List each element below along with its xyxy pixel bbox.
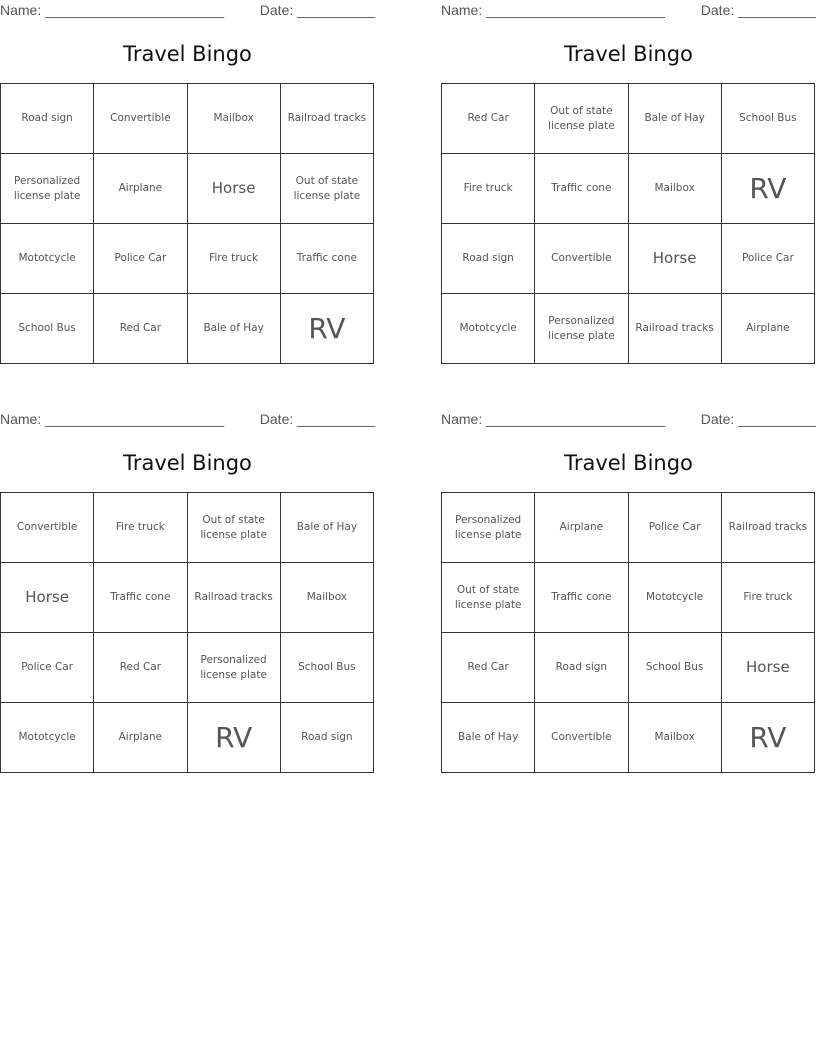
bingo-cell[interactable]: RV bbox=[722, 703, 815, 773]
bingo-cell[interactable]: Convertible bbox=[535, 703, 628, 773]
card-title: Travel Bingo bbox=[123, 451, 252, 475]
bingo-cell[interactable]: Traffic cone bbox=[535, 563, 628, 633]
bingo-cell[interactable]: Airplane bbox=[94, 154, 187, 224]
bingo-cell[interactable]: Personalized license plate bbox=[442, 493, 535, 563]
bingo-cell[interactable]: Road sign bbox=[281, 703, 374, 773]
bingo-cell[interactable]: RV bbox=[281, 294, 374, 364]
name-date-row bbox=[0, 0, 375, 22]
bingo-grid bbox=[441, 83, 815, 364]
bingo-cell[interactable]: Mailbox bbox=[629, 703, 722, 773]
bingo-cell[interactable]: Police Car bbox=[629, 493, 722, 563]
bingo-cell[interactable]: Bale of Hay bbox=[442, 703, 535, 773]
bingo-cell[interactable]: Horse bbox=[722, 633, 815, 703]
date-field[interactable]: Date: __________ bbox=[700, 411, 816, 427]
bingo-cell[interactable]: Bale of Hay bbox=[188, 294, 281, 364]
bingo-cell[interactable]: Bale of Hay bbox=[281, 493, 374, 563]
bingo-cell[interactable]: Railroad tracks bbox=[629, 294, 722, 364]
bingo-cell[interactable]: Mototcycle bbox=[442, 294, 535, 364]
bingo-cell[interactable]: School Bus bbox=[281, 633, 374, 703]
bingo-cell[interactable]: School Bus bbox=[629, 633, 722, 703]
bingo-cell[interactable]: Mailbox bbox=[281, 563, 374, 633]
bingo-cell[interactable]: Traffic cone bbox=[281, 224, 374, 294]
bingo-cell[interactable]: Airplane bbox=[535, 493, 628, 563]
card-title: Travel Bingo bbox=[564, 42, 693, 66]
bingo-cell[interactable]: Red Car bbox=[94, 633, 187, 703]
bingo-card-1 bbox=[0, 0, 375, 364]
bingo-cell[interactable]: Horse bbox=[1, 563, 94, 633]
bingo-cell[interactable]: Police Car bbox=[722, 224, 815, 294]
bingo-card-4 bbox=[441, 409, 816, 773]
bingo-cell[interactable]: Railroad tracks bbox=[281, 84, 374, 154]
bingo-cell[interactable]: Personalized license plate bbox=[535, 294, 628, 364]
bingo-cell[interactable]: Railroad tracks bbox=[188, 563, 281, 633]
bingo-cell[interactable]: Mailbox bbox=[629, 154, 722, 224]
bingo-cell[interactable]: Convertible bbox=[94, 84, 187, 154]
bingo-cell[interactable]: Fire truck bbox=[94, 493, 187, 563]
bingo-cell[interactable]: Personalized license plate bbox=[1, 154, 94, 224]
bingo-cell[interactable]: Convertible bbox=[535, 224, 628, 294]
bingo-cell[interactable]: Out of state license plate bbox=[188, 493, 281, 563]
bingo-cell[interactable]: RV bbox=[722, 154, 815, 224]
bingo-cell[interactable]: Mototcycle bbox=[1, 224, 94, 294]
bingo-card-2 bbox=[441, 0, 816, 364]
date-field[interactable]: Date: __________ bbox=[259, 411, 375, 427]
name-field[interactable]: Name: _______________________ bbox=[0, 411, 225, 427]
bingo-cell[interactable]: Police Car bbox=[94, 224, 187, 294]
bingo-cell[interactable]: Horse bbox=[629, 224, 722, 294]
bingo-cell[interactable]: Out of state license plate bbox=[535, 84, 628, 154]
bingo-cell[interactable]: Red Car bbox=[442, 633, 535, 703]
bingo-cell[interactable]: Airplane bbox=[94, 703, 187, 773]
name-field[interactable]: Name: _______________________ bbox=[0, 2, 225, 18]
bingo-cell[interactable]: Horse bbox=[188, 154, 281, 224]
bingo-cell[interactable]: Mototcycle bbox=[1, 703, 94, 773]
name-date-row bbox=[441, 0, 816, 22]
bingo-grid bbox=[441, 492, 815, 773]
bingo-cell[interactable]: Out of state license plate bbox=[281, 154, 374, 224]
name-field[interactable]: Name: _______________________ bbox=[441, 411, 666, 427]
card-title: Travel Bingo bbox=[564, 451, 693, 475]
bingo-cell[interactable]: Traffic cone bbox=[535, 154, 628, 224]
card-title: Travel Bingo bbox=[123, 42, 252, 66]
bingo-cell[interactable]: Convertible bbox=[1, 493, 94, 563]
bingo-cell[interactable]: Mailbox bbox=[188, 84, 281, 154]
bingo-cell[interactable]: Personalized license plate bbox=[188, 633, 281, 703]
name-field[interactable]: Name: _______________________ bbox=[441, 2, 666, 18]
bingo-cell[interactable]: Out of state license plate bbox=[442, 563, 535, 633]
bingo-cell[interactable]: Fire truck bbox=[442, 154, 535, 224]
bingo-cell[interactable]: Railroad tracks bbox=[722, 493, 815, 563]
bingo-cell[interactable]: Red Car bbox=[94, 294, 187, 364]
bingo-cell[interactable]: Police Car bbox=[1, 633, 94, 703]
bingo-cell[interactable]: Road sign bbox=[442, 224, 535, 294]
bingo-cell[interactable]: Airplane bbox=[722, 294, 815, 364]
bingo-cell[interactable]: Traffic cone bbox=[94, 563, 187, 633]
bingo-cell[interactable]: Red Car bbox=[442, 84, 535, 154]
bingo-cell[interactable]: Road sign bbox=[1, 84, 94, 154]
bingo-cell[interactable]: Road sign bbox=[535, 633, 628, 703]
bingo-cell[interactable]: Fire truck bbox=[188, 224, 281, 294]
bingo-grid bbox=[0, 83, 374, 364]
bingo-grid bbox=[0, 492, 374, 773]
bingo-cell[interactable]: RV bbox=[188, 703, 281, 773]
name-date-row bbox=[441, 409, 816, 431]
date-field[interactable]: Date: __________ bbox=[700, 2, 816, 18]
bingo-cell[interactable]: Mototcycle bbox=[629, 563, 722, 633]
name-date-row bbox=[0, 409, 375, 431]
bingo-card-3 bbox=[0, 409, 375, 773]
bingo-cell[interactable]: School Bus bbox=[722, 84, 815, 154]
bingo-cell[interactable]: Bale of Hay bbox=[629, 84, 722, 154]
bingo-cell[interactable]: School Bus bbox=[1, 294, 94, 364]
bingo-cell[interactable]: Fire truck bbox=[722, 563, 815, 633]
date-field[interactable]: Date: __________ bbox=[259, 2, 375, 18]
